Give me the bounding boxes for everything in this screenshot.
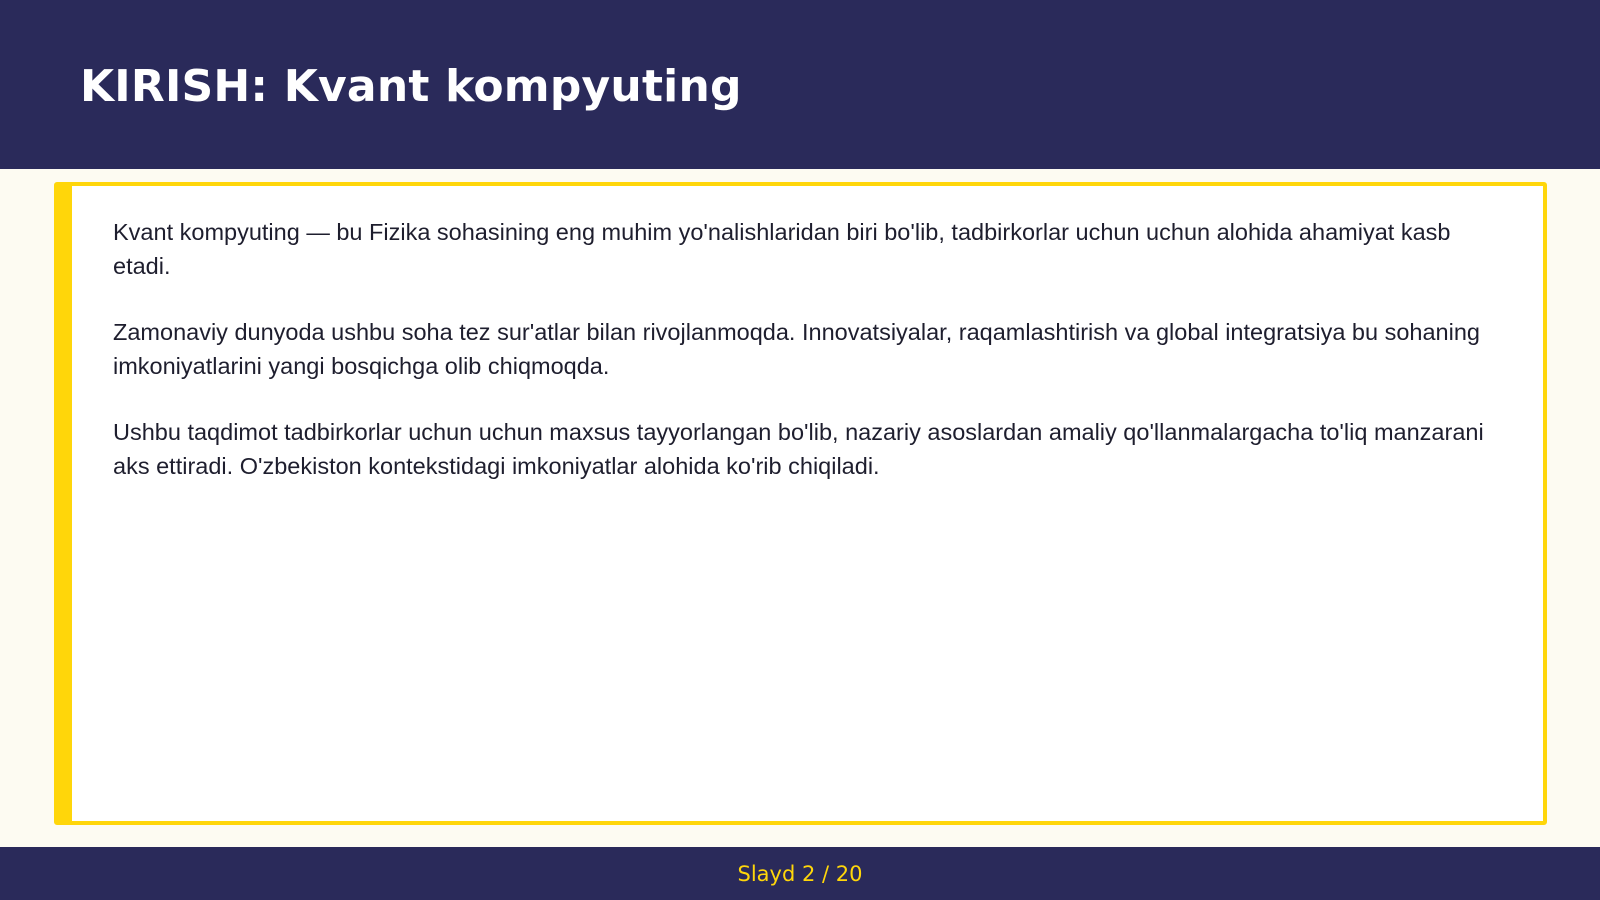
content-panel (54, 182, 1547, 825)
paragraph-presentation-purpose: Ushbu taqdimot tadbirkorlar uchun uchun maxsus tayyorlangan bo'lib, nazariy asoslardan amaliy qo'llanmalargacha to'liq manzarani aks ettiradi. O'zbekiston kontekstidagi imkoniyatlar alohida ko'rib chiqiladi. (113, 419, 1484, 479)
paragraph-intro: Kvant kompyuting — bu Fizika sohasining eng muhim yo'nalishlaridan biri bo'lib, tadbirkorlar uchun uchun alohida ahamiyat kasb etadi. (113, 219, 1451, 279)
slide-footer (0, 847, 1600, 900)
paragraph-modern-world: Zamonaviy dunyoda ushbu soha tez sur'atlar bilan rivojlanmoqda. Innovatsiyalar, raqamlashtirish va global integratsiya bu sohaning imkoniyatlarini yangi bosqichga olib chiqmoqda. (113, 319, 1480, 379)
slide-header (0, 0, 1600, 169)
slide-counter: Slayd 2 / 20 (737, 862, 863, 886)
slide-title: KIRISH: Kvant kompyuting (80, 61, 742, 112)
